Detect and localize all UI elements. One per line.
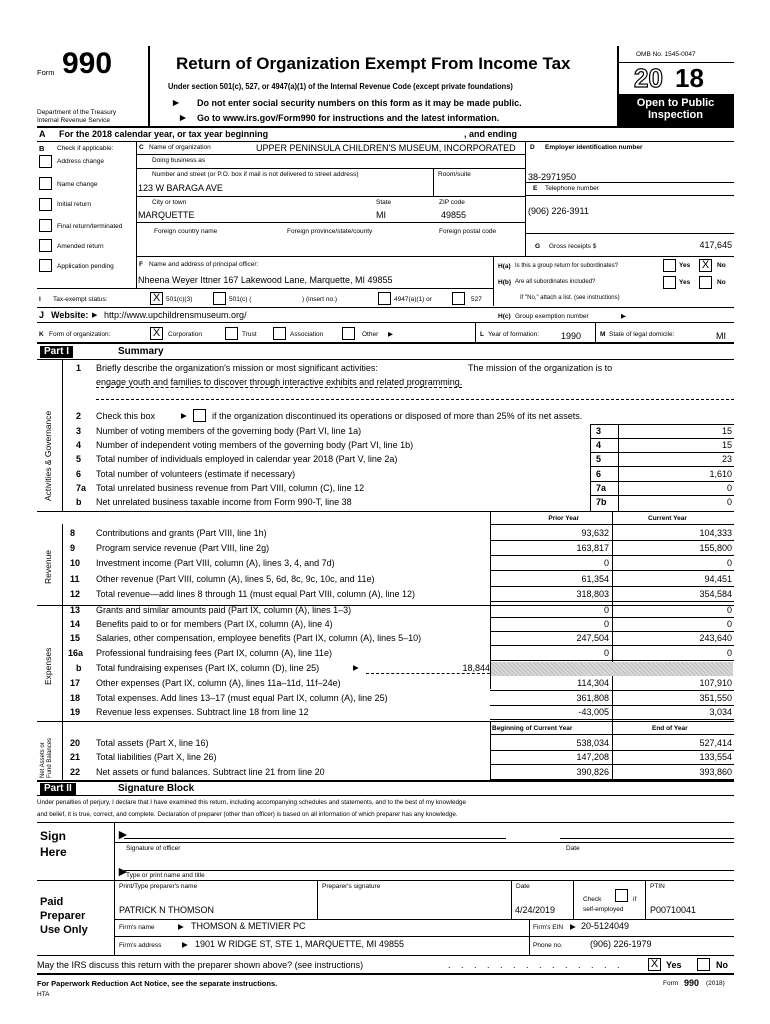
section-b-label: B [39,144,45,153]
line-num: 16a [68,648,84,658]
self-employed-label: self-employed [583,906,624,913]
current-year-value: 351,550 [699,693,732,703]
row-divider [490,555,734,556]
line-text: Benefits paid to or for members (Part IX, column (A), line 4) [96,619,333,629]
gov-line-value: 0 [726,497,732,507]
prior-year-value: 318,803 [576,589,609,599]
line-2-text-b: if the organization discontinued its operations or disposed of more than 25% of its net assets. [212,411,583,421]
current-year-value: 3,034 [709,707,732,717]
line-num: 19 [70,707,81,717]
preparer-date-value: 4/24/2019 [515,905,556,915]
arrow-right-icon: ▶ [621,313,626,320]
current-year-value: 155,800 [699,543,732,553]
room-suite-label: Room/suite [438,171,471,178]
prior-year-value: 361,808 [576,693,609,703]
prior-year-value: 163,817 [576,543,609,553]
gov-line-num: 7a [76,483,87,493]
ptin-value: P00710041 [650,905,697,915]
street-value: 123 W BARAGA AVE [138,183,223,193]
ssn-warning: Do not enter social security numbers on this form as it may be made public. [197,98,522,108]
preparer-date-label: Date [516,883,530,890]
self-employed-checkbox[interactable] [615,889,628,902]
current-year-value: 393,860 [699,767,732,777]
use-only-label: Use Only [40,924,88,936]
dept-treasury: Department of the Treasury [37,109,117,116]
year-formation-value: 1990 [561,331,582,341]
prior-year-value: 247,504 [576,633,609,643]
sign-here-2: Here [40,845,67,859]
address-change-label: Address change [57,158,104,165]
line-text: Total liabilities (Part X, line 26) [96,752,217,762]
ha-text: Is this a group return for subordinates? [515,263,619,269]
line-1-num: 1 [76,363,82,373]
current-year-value: 104,333 [699,528,732,538]
footer-form-number: 990 [684,978,700,988]
line-num: 13 [70,605,81,615]
line-1-text: Briefly describe the organization's mission or most significant activities: [96,363,378,373]
trust-checkbox[interactable] [225,327,238,340]
zip-value: 49855 [441,210,467,220]
other-checkbox[interactable] [342,327,355,340]
hta-label: HTA [37,991,50,998]
tax-year-text: For the 2018 calendar year, or tax year beginning [59,129,269,139]
gov-line-text: Total number of individuals employed in calendar year 2018 (Part V, line 2a) [96,454,398,464]
line-num: 11 [70,574,80,584]
initial-return-label: Initial return [57,201,91,208]
foreign-postal-label: Foreign postal code [439,228,497,235]
line-num: 18 [70,693,81,703]
tax-exempt-title: Tax-exempt status: [53,296,108,303]
gov-line-num: 5 [76,454,82,464]
line-text: Total expenses. Add lines 13–17 (must equal Part IX, column (A), line 25) [96,693,388,703]
row-divider [490,586,734,587]
row-divider [590,466,734,467]
section-a-label: A [39,129,46,139]
arrow-right-icon: ▶ [181,411,187,420]
gross-receipts-value: 417,645 [699,240,732,250]
application-pending-label: Application pending [57,263,114,270]
dba-label: Doing business as [152,157,206,164]
line-num: 14 [70,619,81,629]
row-divider [490,750,734,751]
phone-title: Telephone number [545,185,599,192]
gov-line-text: Total number of volunteers (estimate if necessary) [96,469,296,479]
hc-text: Group exemption number [515,313,589,320]
shaded-cell [491,662,733,676]
4947-checkbox[interactable] [378,292,391,305]
omb-number: OMB No. 1545-0047 [636,51,696,58]
current-year-value: 107,910 [699,678,732,688]
gov-line-box: 6 [596,469,602,479]
firm-ein-value: 20-5124049 [581,921,630,931]
row-divider [490,690,734,691]
ha-no-checkbox[interactable]: X [699,259,712,272]
form-number: 990 [62,47,113,80]
hb-note: If "No," attach a list. (see instructions) [520,295,620,301]
firm-phone-label: Phone no. [533,942,563,949]
line-text: Program service revenue (Part VIII, line 2g) [96,543,270,553]
row-divider [490,601,734,602]
discuss-yes-label: Yes [666,960,682,970]
open-public-banner [617,94,734,126]
application-pending-checkbox[interactable] [39,259,52,272]
section-c-label: C [139,144,144,151]
firm-ein-label: Firm's EIN [533,924,564,931]
ha-yes-label: Yes [679,262,691,269]
501c-label: 501(c) ( [229,296,252,303]
form-title: Return of Organization Exempt From Income Tax [176,54,571,73]
city-label: City or town [152,199,187,206]
amended-return-label: Amended return [57,243,104,250]
side-label-net-assets: Net Assets or Fund Balances [40,737,53,778]
current-year-value: 94,451 [704,574,732,584]
preparer-sig-label: Preparer's signature [322,883,381,890]
ha-label: H(a) [498,263,511,270]
trust-label: Trust [242,331,257,338]
prior-year-value: 93,632 [581,528,609,538]
principal-officer-value: Nheena Weyer Ittner 167 Lakewood Lane, Marquette, MI 49855 [138,275,393,285]
section-m-label: M [600,331,606,338]
section-j-label: J [39,310,45,320]
line-text: Salaries, other compensation, employee benefits (Part IX, column (A), lines 5–10) [96,633,422,643]
paid-label: Paid [40,896,64,908]
gov-line-text: Number of independent voting members of the governing body (Part VI, line 1b) [96,440,414,450]
line-2-text-a: Check this box [96,411,156,421]
firm-address-label: Firm's address [119,942,162,949]
gov-line-value: 15 [721,426,732,436]
527-label: 527 [471,296,482,303]
preparer-name-value: PATRICK N THOMSON [119,905,215,915]
section-d-label: D [530,144,535,151]
current-year-value: 0 [726,619,732,629]
hb-no-label: No [717,279,726,286]
hc-label: H(c) [498,313,511,320]
tax-year-ending: , and ending [464,129,517,139]
section-f-label: F [139,261,143,268]
ha-no-label: No [717,262,726,269]
prior-year-value: 0 [603,558,609,568]
firm-name-label: Firm's name [119,924,155,931]
row-divider [490,719,734,720]
prior-year-value: 0 [603,605,609,615]
row-divider [490,540,734,541]
principal-officer-label: Name and address of principal officer: [149,261,259,268]
section-k-label: K [39,331,44,338]
ptin-label: PTIN [650,883,665,890]
part1-label: Part I [40,346,73,358]
current-year-value: 133,554 [699,752,732,762]
phone-value: (906) 226-3911 [528,206,589,216]
section-g-label: G [535,243,541,250]
corporation-checkbox[interactable]: X [150,327,163,340]
signature-officer-label: Signature of officer [126,845,181,852]
line-text: Contributions and grants (Part VIII, line 1h) [96,528,267,538]
association-checkbox[interactable] [273,327,286,340]
line-16b-value: 18,844 [366,663,490,674]
col-end-year: End of Year [652,725,688,732]
mission-value-a: The mission of the organization is to [468,363,613,373]
line-16b-text: Total fundraising expenses (Part IX, column (D), line 25) [96,663,320,673]
prior-year-value: 61,354 [581,574,609,584]
line-num: 17 [70,678,81,688]
address-change-checkbox[interactable] [39,155,52,168]
year-outline: 20 [634,63,663,93]
current-year-value: 354,584 [699,589,732,599]
line-text: Net assets or fund balances. Subtract line 21 from line 20 [96,767,325,777]
gov-line-num: 3 [76,426,82,436]
line-num: 15 [70,633,81,643]
hb-label: H(b) [498,279,511,286]
org-name-value: UPPER PENINSULA CHILDREN'S MUSEUM, INCORPORATED [256,143,516,153]
gov-line-num: b [76,497,82,507]
preparer-label: Preparer [40,910,86,922]
form-org-title: Form of organization: [49,331,111,338]
line-text: Professional fundraising fees (Part IX, column (A), line 11e) [96,648,332,658]
preparer-name-label: Print/Type preparer's name [119,883,198,890]
name-change-checkbox[interactable] [39,177,52,190]
firm-name-value: THOMSON & METIVIER PC [191,921,306,931]
row-divider [490,570,734,571]
501c3-checkbox[interactable]: X [150,292,163,305]
association-label: Association [290,331,324,338]
line-text: Total revenue—add lines 8 through 11 (must equal Part VIII, column (A), line 12) [96,589,415,599]
501c-checkbox[interactable] [213,292,226,305]
footer-form-year: (2018) [706,980,725,987]
side-label-governance: Activities & Governance [43,410,53,501]
line-text: Other expenses (Part IX, column (A), lines 11a–11d, 11f–24e) [96,678,341,688]
row-divider [490,764,734,765]
line-text: Total assets (Part X, line 16) [96,738,209,748]
sign-arrow-icon: ► [116,863,130,879]
side-label-expenses: Expenses [43,647,53,685]
row-divider [590,481,734,482]
gov-line-value: 15 [721,440,732,450]
row-divider [590,495,734,496]
row-divider [490,631,734,632]
col-prior-year: Prior Year [548,515,579,522]
arrow-right-icon: ▶ [182,940,188,949]
gov-line-value: 23 [721,454,732,464]
foreign-country-label: Foreign country name [154,228,218,235]
footer-form-word: Form [663,980,679,987]
arrow-right-icon: ▶ [178,922,184,931]
state-value: MI [376,210,386,220]
type-name-label: Type or print name and title [126,872,205,879]
gov-line-box: 7a [596,483,607,493]
prior-year-value: 114,304 [577,678,609,688]
line-2-num: 2 [76,411,82,421]
gov-line-value: 1,610 [709,469,732,479]
row-divider [490,645,734,646]
col-begin-year: Beginning of Current Year [492,725,573,732]
form-word: Form [37,68,55,77]
initial-return-checkbox[interactable] [39,198,52,211]
gov-line-value: 0 [726,483,732,493]
side-label-revenue: Revenue [43,549,53,584]
street-label: Number and street (or P.O. box if mail is not delivered to street address) [152,171,359,178]
gov-line-text: Number of voting members of the governing body (Part VI, line 1a) [96,426,362,436]
arrow-right-icon: ▶ [388,331,393,338]
section-l-label: L [480,331,484,338]
ein-title: Employer identification number [545,144,643,151]
row-divider [490,617,734,618]
zip-label: ZIP code [439,199,465,206]
col-current-year: Current Year [648,515,687,522]
final-return-checkbox[interactable] [39,219,52,232]
hb-text: Are all subordinates included? [515,279,596,285]
line-num: 9 [70,543,76,553]
line-num: 10 [70,558,81,568]
501c-insert-label: ) (insert no.) [302,296,338,303]
section-b-title: Check if applicable: [57,145,114,152]
name-change-label: Name change [57,181,98,188]
current-year-value: 0 [726,648,732,658]
org-name-label: Name of organization [149,144,211,151]
year-bold: 18 [675,63,704,93]
perjury-line1: Under penalties of perjury, I declare that I have examined this return, including accompanying schedules and statements, and to the best of my knowledge [37,799,467,806]
row-divider [490,660,734,661]
firm-address-value: 1901 W RIDGE ST, STE 1, MARQUETTE, MI 49855 [195,939,405,949]
ha-yes-checkbox[interactable] [663,259,676,272]
discuss-yes-checkbox[interactable]: X [648,958,661,971]
gov-line-box: 5 [596,454,602,464]
form-subtitle: Under section 501(c), 527, or 4947(a)(1) of the Internal Revenue Code (except private foundations) [168,82,513,91]
part2-label: Part II [40,783,76,795]
line-num: 12 [70,589,81,599]
line-num: 21 [70,752,81,762]
gov-line-text: Total unrelated business revenue from Part VIII, column (C), line 12 [96,483,365,493]
hb-no-checkbox[interactable] [699,276,712,289]
irs-service: Internal Revenue Service [37,117,110,124]
discuss-no-checkbox[interactable] [697,958,710,971]
line-num: 8 [70,528,76,538]
instructions-link[interactable]: Go to www.irs.gov/Form990 for instructions and the latest information. [197,113,500,123]
gov-line-box: 7b [596,497,607,507]
prior-year-value: 390,826 [576,767,609,777]
arrow-right-icon: ▶ [173,98,179,107]
current-year-value: 0 [726,605,732,615]
city-value: MARQUETTE [138,210,195,220]
signature-date-label: Date [566,845,580,852]
line-num: 22 [70,767,81,777]
website-value[interactable]: http://www.upchildrensmuseum.org/ [104,310,247,320]
gross-receipts-label: Gross receipts $ [549,243,597,250]
row-divider [590,452,734,453]
line-text: Other revenue (Part VIII, column (A), lines 5, 6d, 8c, 9c, 10c, and 11e) [96,574,375,584]
gov-line-box: 3 [596,426,602,436]
final-return-label: Final return/terminated [57,223,123,230]
line-text: Investment income (Part VIII, column (A), lines 3, 4, and 7d) [96,558,335,568]
current-year-value: 243,640 [699,633,732,643]
discuss-no-label: No [716,960,728,970]
arrow-right-icon: ▶ [353,663,359,672]
open-public-line1: Open to Public [636,97,715,109]
section-i-label: I [39,296,41,303]
row-divider [590,438,734,439]
paperwork-notice: For Paperwork Reduction Act Notice, see the separate instructions. [37,979,278,988]
prior-year-value: 147,208 [576,752,609,762]
arrow-right-icon: ▶ [92,312,98,319]
amended-return-checkbox[interactable] [39,239,52,252]
gov-line-text: Net unrelated business taxable income from Form 990-T, line 38 [96,497,352,507]
arrow-right-icon: ▶ [180,113,186,122]
part1-title: Summary [118,346,164,357]
sign-arrow-icon: ► [116,826,130,842]
legal-domicile-label: State of legal domicile: [609,331,675,338]
if-label: if [633,896,637,903]
part2-title: Signature Block [118,783,195,794]
arrow-right-icon: ▶ [570,922,576,931]
open-public-line2: Inspection [647,109,703,121]
sign-here-1: Sign [40,829,66,843]
check-label: Check [583,896,602,903]
current-year-value: 527,414 [699,738,732,748]
prior-year-value: 538,034 [576,738,609,748]
discontinued-checkbox[interactable] [193,409,206,422]
prior-year-value: -43,005 [578,707,609,717]
hb-yes-label: Yes [679,279,691,286]
other-label: Other [362,331,379,338]
line-num: 20 [70,738,81,748]
section-e-label: E [533,185,538,192]
discuss-text: May the IRS discuss this return with the preparer shown above? (see instructions) [37,960,364,970]
ein-value: 38-2971950 [528,172,577,182]
line-16b-num: b [76,663,82,673]
firm-phone-value: (906) 226-1979 [590,939,652,949]
foreign-province-label: Foreign province/state/county [287,228,373,235]
line-text: Grants and similar amounts paid (Part IX, column (A), lines 1–3) [96,605,352,615]
website-title: Website: [51,310,89,320]
perjury-line2: and belief, it is true, correct, and complete. Declaration of preparer (other than officer) is based on all information of which preparer has any knowledge. [37,811,458,818]
4947-label: 4947(a)(1) or [394,296,432,303]
prior-year-value: 0 [603,619,609,629]
row-divider [490,705,734,706]
line-text: Revenue less expenses. Subtract line 18 from line 12 [96,707,309,717]
prior-year-value: 0 [603,648,609,658]
hb-yes-checkbox[interactable] [663,276,676,289]
legal-domicile-value: MI [716,331,726,341]
527-checkbox[interactable] [452,292,465,305]
gov-line-num: 6 [76,469,82,479]
state-label: State [376,199,392,206]
gov-line-box: 4 [596,440,602,450]
mission-value-b: engage youth and families to discover through interactive exhibits and related programming. [96,377,463,387]
current-year-value: 0 [726,558,732,568]
year-formation-label: Year of formation: [488,331,540,338]
leader-dots: . . . . . . . . . . . . . . [448,960,624,970]
gov-line-num: 4 [76,440,82,450]
501c3-label: 501(c)(3) [166,296,193,303]
corporation-label: Corporation [168,331,202,338]
